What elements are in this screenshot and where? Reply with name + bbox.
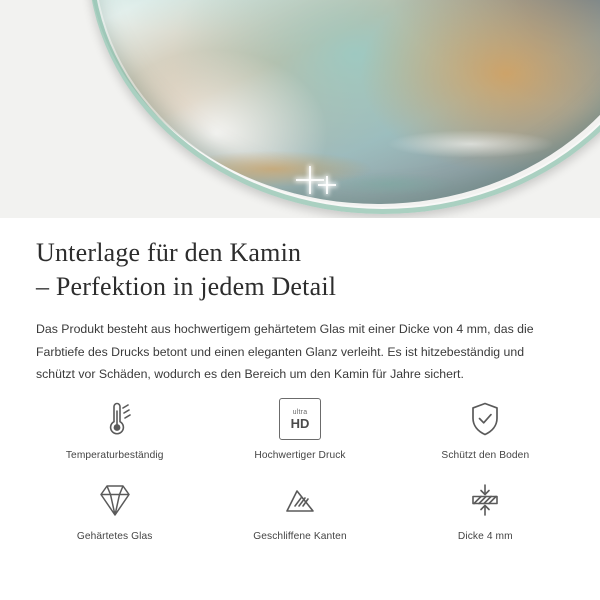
polished-edges-icon bbox=[277, 477, 323, 523]
diamond-icon bbox=[92, 477, 138, 523]
body-paragraph: Das Produkt besteht aus hochwertigem gehärtetem Glas mit einer Dicke von 4 mm, das die Farbtiefe des Drucks betont und einen eleganten Glanz verleiht. Es ist hitzebeständig und schützt vor Schäden, wodurch es den Bereich um den Kamin für Jahre sichert. bbox=[36, 322, 534, 381]
feature-item-floor-protection bbox=[393, 396, 578, 461]
feature-grid bbox=[0, 396, 600, 542]
hero-image bbox=[0, 0, 600, 218]
ultra-hd-badge-bottom: HD bbox=[290, 415, 310, 431]
feature-item-print-quality bbox=[207, 396, 392, 461]
page-title-line-2: – Perfektion in jedem Detail bbox=[36, 272, 337, 301]
thickness-icon bbox=[462, 477, 508, 523]
text-content bbox=[0, 218, 600, 386]
feature-label: Hochwertiger Druck bbox=[254, 450, 346, 461]
feature-item-tempered-glass bbox=[22, 477, 207, 542]
ultra-hd-badge-top: ultra bbox=[292, 408, 308, 416]
shield-check-icon bbox=[463, 396, 507, 442]
feature-label: Schützt den Boden bbox=[441, 450, 530, 461]
feature-item-thickness bbox=[393, 477, 578, 542]
feature-label: Temperaturbeständig bbox=[65, 450, 164, 461]
ultra-hd-icon bbox=[279, 396, 321, 442]
page-title bbox=[0, 218, 600, 304]
feature-label: Dicke 4 mm bbox=[457, 531, 513, 542]
feature-item-temperature bbox=[22, 396, 207, 461]
sparkle-icon bbox=[318, 176, 336, 194]
thermometer-icon bbox=[93, 396, 137, 442]
feature-label: Geschliffene Kanten bbox=[253, 531, 347, 542]
feature-label: Gehärtetes Glas bbox=[76, 531, 153, 542]
feature-item-polished-edges bbox=[207, 477, 392, 542]
page-title-line-1: Unterlage für den Kamin bbox=[36, 238, 302, 267]
